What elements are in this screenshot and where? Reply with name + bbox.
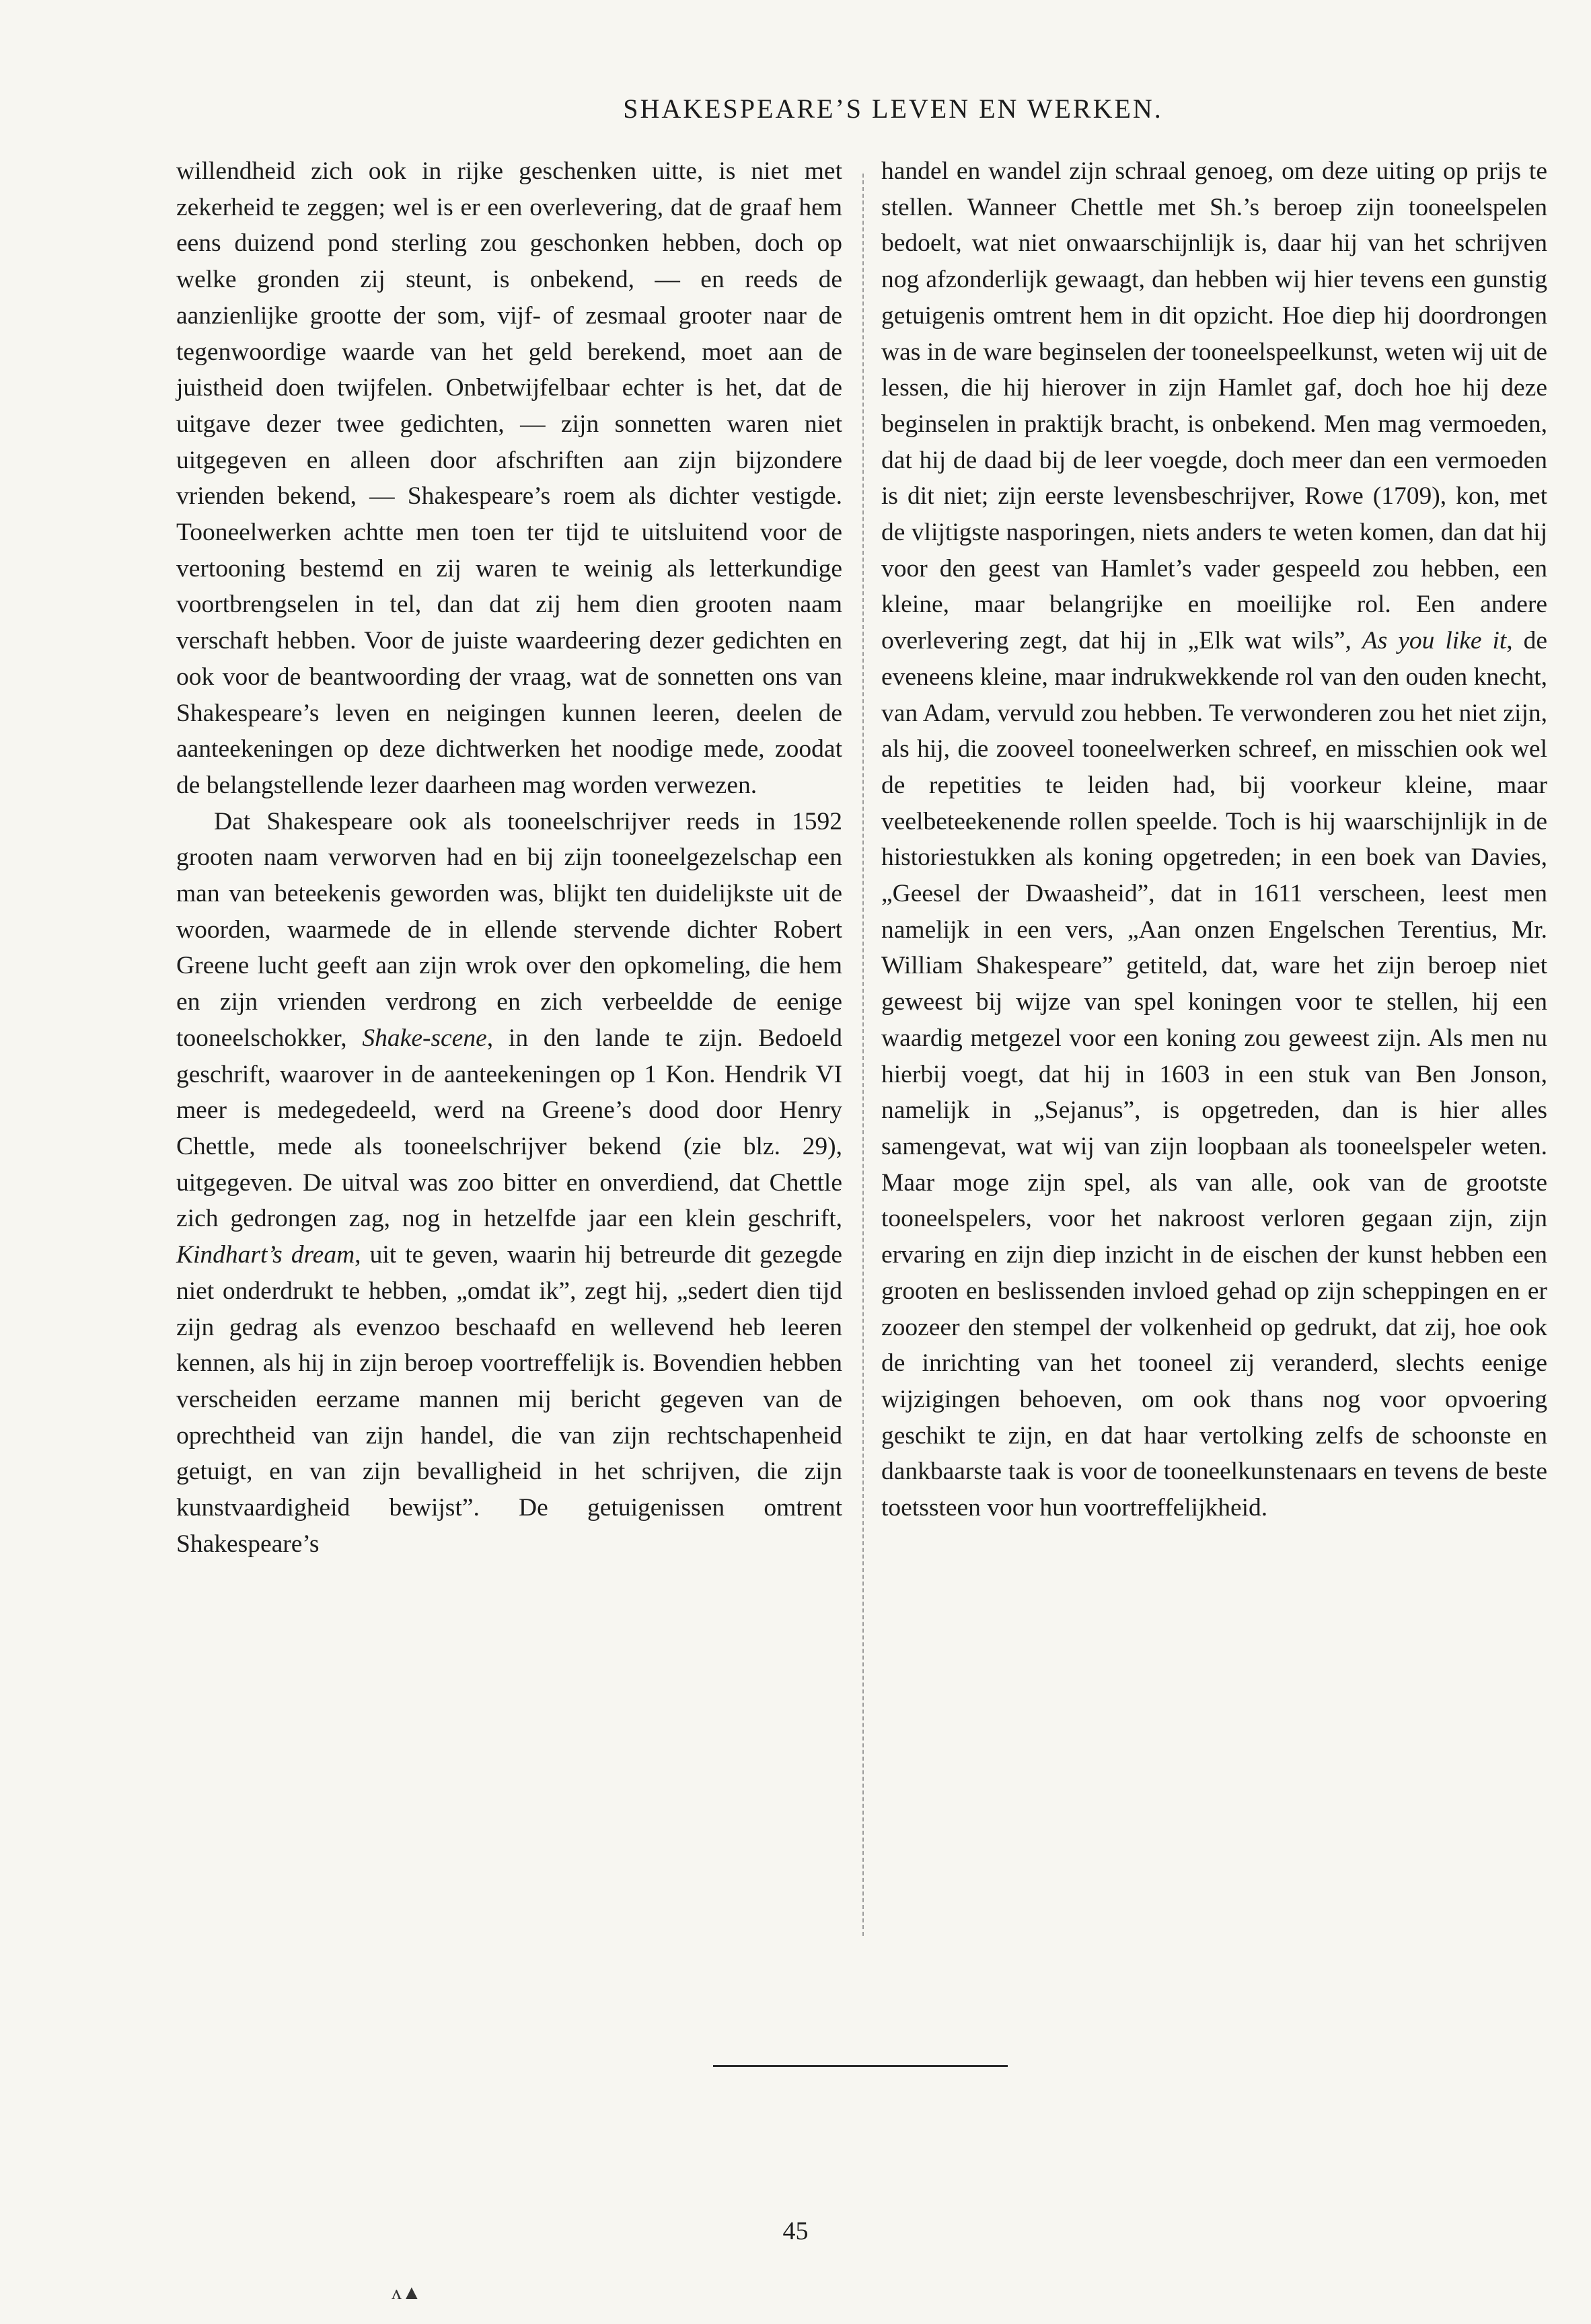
left-p2-text-b: , in den lande te zijn. Bedoeld geschrift, waarover in de aanteekeningen op 1 Kon. Hendrik VI meer is medegedeeld, werd na Greene’s dood door Henry Chettle, mede als tooneelschrijver bekend (zie blz. 29), uitgegeven. De uitval was zoo bitter en onverdiend, dat Chettle zich gedrongen zag, nog in hetzelfde jaar een klein geschrift, — [176, 1024, 842, 1233]
column-divider — [862, 174, 864, 1936]
left-column — [176, 153, 842, 1562]
end-rule — [713, 2065, 1008, 2067]
right-p1-text-b: , de eveneens kleine, maar indrukwekkende rol van den ouden knecht, van Adam, vervuld zou hebben. Te verwonderen zou het niet zijn, als hij, die zooveel tooneelwerken schreef, en misschien ook wel de repetities te leiden had, bij voorkeur kleine, maar veelbeteekenende rollen speelde. Toch is hij waarschijnlijk in de historiestukken als koning opgetreden; in een boek van Davies, „Geesel der Dwaasheid”, dat in 1611 verscheen, leest men namelijk in een vers, „Aan onzen Engelschen Terentius, Mr. William Shakespeare” getiteld, dat, ware het zijn beroep niet geweest bij wijze van spel koningen voor te stellen, hij een waardig metgezel voor een koning zou geweest zijn. Als men nu hierbij voegt, dat hij in 1603 in een stuk van Ben Jonson, namelijk in „Sejanus”, is opgetreden, dan is hier alles samengevat, wat wij van zijn loopbaan als tooneelspeler weten. Maar moge zijn spel, als van alle, ook van de grootste tooneelspelers, voor het nakroost verloren gegaan zijn, zijn ervaring en zijn diep inzicht in de eischen der kunst hebben een grooten en beslissenden invloed gehad op zijn scheppingen en er zoozeer den stempel der volkenheid op gedrukt, dat zij, hoe ook de inrichting van het tooneel zij veranderd, slechts eenige wijzigingen behoeven, om ook thans nog voor opvoering geschikt te zijn, en dat haar vertolking zelfs de schoonste en dankbaarste taak is voor de tooneelkunstenaars en tevens de beste toetssteen voor hun voortreffelijkheid. — [881, 627, 1547, 1522]
running-head: SHAKESPEARE’S LEVEN EN WERKEN. — [623, 93, 1163, 124]
left-p2-text-c: , uit te geven, waarin hij betreurde dit gezegde niet onderdrukt te hebben, „omdat ik”, zegt hij, „sedert dien tijd zijn gedrag als evenzoo beschaafd en wellevend heb leeren kennen, als hij in zijn beroep voortreffelijk is. Bovendien hebben verscheiden eerzame mannen mij bericht gegeven van de oprechtheid van zijn handel, die van zijn rechtschapenheid getuigt, en van zijn bevalligheid in het schrijven, die zijn kunstvaardigheid bewijst”. De getuigenissen omtrent Shakespeare’s — [176, 1241, 842, 1558]
page-number: 45 — [782, 2217, 809, 2245]
left-p2-italic-kindharts-dream: Kindhart’s dream — [176, 1241, 355, 1269]
right-p1-text-a: handel en wandel zijn schraal genoeg, om deze uiting op prijs te stellen. Wanneer Chettle met Sh.’s beroep zijn tooneelspelen bedoelt, wat niet onwaarschijnlijk is, daar hij van het schrijven nog afzonderlijk gewaagt, dan hebben wij hier tevens een gunstig getuigenis omtrent hem in dit opzicht. Hoe diep hij doordrongen was in de ware beginselen der tooneelspeelkunst, weten wij uit de lessen, die hij hierover in zijn Hamlet gaf, doch hoe hij deze beginselen in praktijk bracht, is onbekend. Men mag vermoeden, dat hij de daad bij de leer voegde, doch meer dan een vermoeden is dit niet; zijn eerste levensbeschrijver, Rowe (1709), kon, met de vlijtigste nasporingen, niets anders te weten komen, dan dat hij voor den geest van Hamlet’s vader gespeeld zou hebben, een kleine, maar belangrijke en moeilijke rol. Een andere overlevering zegt, dat hij in „Elk wat wils”, — [881, 157, 1547, 655]
right-column — [881, 153, 1547, 1526]
left-p2-text-a: Dat Shakespeare ook als tooneelschrijver reeds in 1592 grooten naam verworven had en bij zijn tooneelgezelschap een man van beteekenis geworden was, blijkt ten duidelijkste uit de woorden, waarmede de in ellende stervende dichter Robert Greene lucht geeft aan zijn wrok over den opkomeling, die hem en zijn vrienden verdrong en zich verbeeldde de eenige tooneelschokker, — [176, 807, 842, 1052]
left-paragraph-2 — [176, 804, 842, 1563]
left-p2-italic-shake-scene: Shake-scene — [362, 1024, 487, 1052]
right-paragraph-1 — [881, 153, 1547, 1526]
right-p1-italic-as-you-like-it: As you like it — [1362, 627, 1507, 655]
left-paragraph-1: willendheid zich ook in rijke geschenken uitte, is niet met zekerheid te zeggen; wel is er een overlevering, dat de graaf hem eens duizend pond sterling zou geschonken hebben, doch op welke gronden zij steunt, is onbekend, — en reeds de aanzienlijke grootte der som, vijf- of zesmaal grooter naar de tegenwoordige waarde van het geld berekend, moet aan de juistheid doen twijfelen. Onbetwijfelbaar echter is het, dat de uitgave dezer twee gedichten, — zijn sonnetten waren niet uitgegeven en alleen door afschriften aan zijn bijzondere vrienden bekend, — Shakespeare’s roem als dichter vestigde. Tooneelwerken achtte men toen ter tijd te uitsluitend voor de vertooning bestemd en zij waren te weinig als letterkundige voortbrengselen in tel, dan dat zij hem dien grooten naam verschaft hebben. Voor de juiste waardeering dezer gedichten en ook voor de beantwoording der vraag, wat de sonnetten ons van Shakespeare’s leven en neigingen kunnen leeren, deelen de aanteekeningen op deze dichtwerken het noodige mede, zoodat de belangstellende lezer daarheen mag worden verwezen. — [176, 157, 842, 799]
printer-mark: ʌ▲ — [392, 2282, 422, 2304]
